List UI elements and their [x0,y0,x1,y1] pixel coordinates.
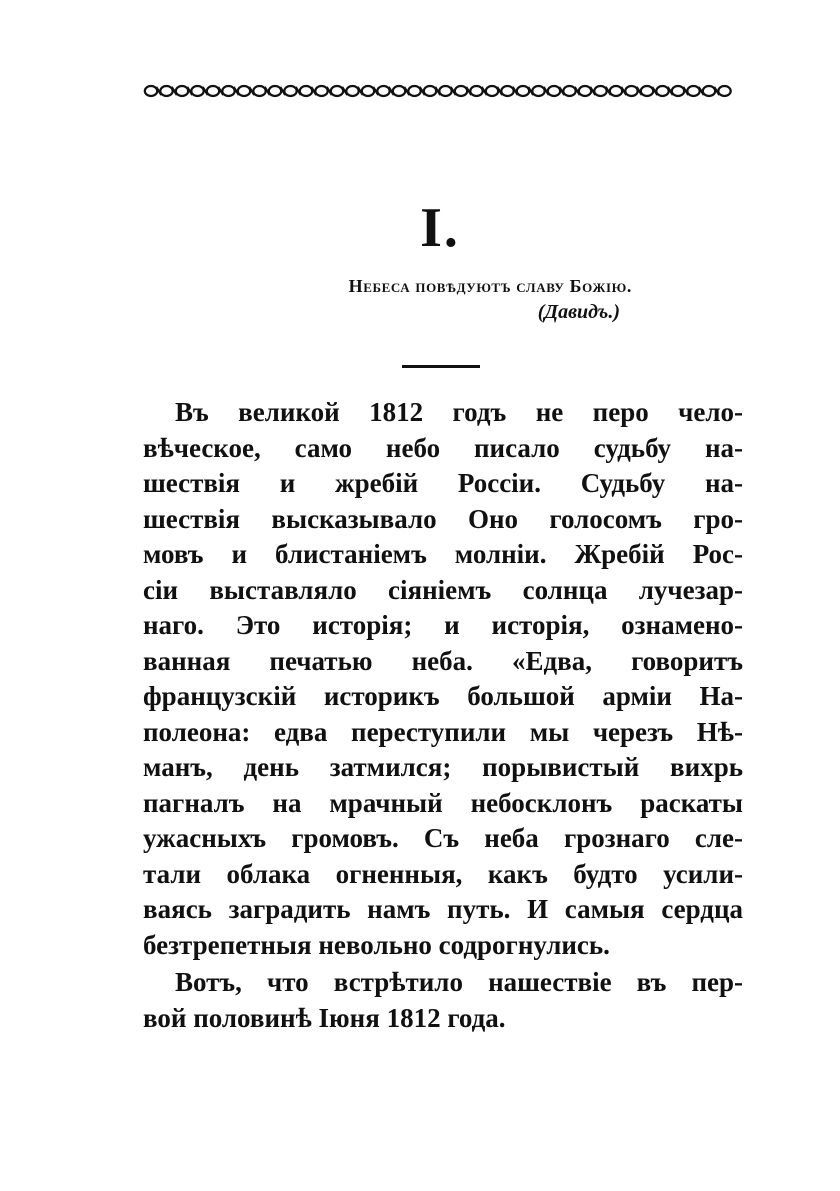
ornament-link [362,86,374,96]
ornament-link [517,86,529,96]
paragraph-1 [143,395,743,963]
text-line: вой половинѣ Іюня 1812 года. [143,1002,506,1033]
text-line: ужасныхъ громовъ. Съ неба грознаго сле- [143,823,743,853]
ornament-link [160,86,172,96]
text-line: ванная печатью неба. «Едва, говоритъ [143,645,743,676]
text-line: мовъ и блистаніемъ молніи. Жребій Рос- [143,539,743,569]
ornament-link [253,86,265,96]
ornament-link [408,86,420,96]
ornament-link [610,86,622,96]
ornament-link [439,86,451,96]
epigraph [240,276,632,324]
ornament-link [145,86,157,96]
ornament-link [346,86,358,96]
ornament-link [424,86,436,96]
ornament-link [222,86,234,96]
ornament-link [455,86,467,96]
ornament-link [486,86,498,96]
paragraph-2 [143,965,743,1036]
text-line: вѣческое, само небо писало судьбу на- [143,432,743,463]
epigraph-quote: Небеса повѣдуютъ славу Божію. [348,276,632,296]
ornament-link [501,86,513,96]
ornament-link [579,86,591,96]
body-text [143,395,743,1036]
text-line: Въ великой 1812 годъ не перо чело- [175,397,743,427]
ornament-link [315,86,327,96]
text-line: безтрепетныя невольно содрогнулись. [143,929,610,960]
text-line: Вотъ, что встрѣтило нашествіе въ пер- [175,967,743,997]
ornament-link [207,86,219,96]
text-line: тали облака огненныя, какъ будто усили- [143,858,743,889]
ornament-link [300,86,312,96]
ornament-link [548,86,560,96]
epigraph-author: (Давидъ.) [537,301,620,323]
text-line: манъ, день затмился; порывистый вихрь [143,752,743,782]
text-line: сіи выставляло сіяніемъ солнца лучезар- [143,574,743,605]
ornament-link [641,86,653,96]
text-line: пагналъ на мрачный небосклонъ раскаты [143,787,743,818]
text-line: шествія и жребій Россіи. Судьбу на- [143,468,743,498]
text-line: французскій историкъ большой арміи На- [143,681,743,711]
ornament-link [625,86,637,96]
ornament-link [176,86,188,96]
ornament-link [563,86,575,96]
ornament-link [269,86,281,96]
ornament-link [532,86,544,96]
section-divider [402,365,480,368]
ornament-link [331,86,343,96]
text-line: наго. Это исторія; и исторія, ознамено- [143,610,743,640]
ornament-link [191,86,203,96]
ornament-link [284,86,296,96]
ornament-link [377,86,389,96]
ornament-link [470,86,482,96]
ornament-link [672,86,684,96]
ornament-link [656,86,668,96]
chapter-number [0,196,840,260]
ornament-link [393,86,405,96]
ornament-link [238,86,250,96]
text-line: ваясь заградить намъ путь. И самыя сердца [143,894,743,924]
text-line: шествія высказывало Оно голосомъ гро- [143,503,743,534]
ornamental-border [143,78,739,104]
chapter-number-text: I. [420,197,460,259]
ornament-link [594,86,606,96]
text-line: полеона: едва переступили мы черезъ Нѣ- [143,716,743,747]
ornament-link [687,86,699,96]
ornament-link [703,86,715,96]
ornament-link [718,86,730,96]
